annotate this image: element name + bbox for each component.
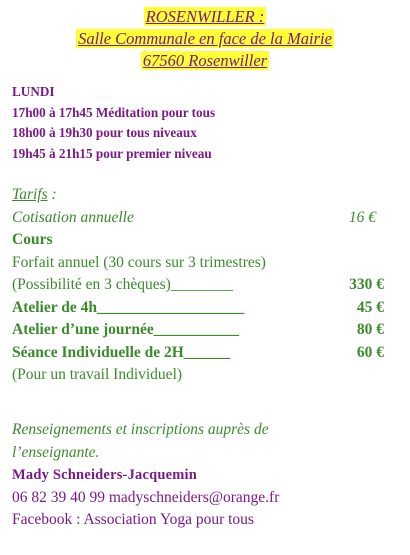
- atelier-4h-fill: ___________________: [96, 298, 245, 316]
- cotisation-price: 16 €: [348, 208, 376, 226]
- seance-note: (Pour un travail Individuel): [12, 366, 183, 383]
- tarifs-block: [12, 184, 396, 387]
- cotisation-row: [12, 207, 396, 230]
- info-line-2: l’enseignante.: [12, 443, 100, 461]
- atelier-journee-price: 80 €: [356, 321, 384, 338]
- cheques-price: 330 €: [349, 276, 384, 293]
- atelier-journee-label: Atelier d’une journée: [12, 321, 154, 338]
- forfait-line: Forfait annuel (30 cours sur 3 trimestres): [12, 253, 266, 271]
- phone-email: 06 82 39 40 99 madyschneiders@orange.fr: [12, 488, 280, 506]
- atelier-4h-row: [12, 297, 396, 320]
- tarifs-heading: Tarifs :: [12, 186, 57, 203]
- venue-name: Salle Communale en face de la Mairie: [78, 29, 332, 48]
- seance-price: 60 €: [356, 343, 384, 361]
- seance-label: Séance Individuelle de 2H: [12, 343, 184, 361]
- atelier-journee-row: [12, 319, 396, 342]
- schedule-slot: 18h00 à 19h30 pour tous niveaux: [12, 125, 197, 140]
- teacher-name: Mady Schneiders-Jacquemin: [12, 467, 198, 483]
- seance-fill: ______: [183, 343, 231, 361]
- contact-block: [12, 419, 396, 532]
- atelier-4h-label: Atelier de 4h: [12, 298, 97, 316]
- atelier-4h-price: 45 €: [356, 298, 384, 316]
- cotisation-label: Cotisation annuelle: [12, 208, 134, 226]
- schedule-slot: 17h00 à 17h45 Méditation pour tous: [12, 104, 216, 120]
- schedule-slot: 19h45 à 21h15 pour premier niveau: [12, 145, 212, 161]
- location-title: ROSENWILLER :: [145, 7, 265, 26]
- info-line-1: Renseignements et inscriptions auprès de: [12, 421, 269, 438]
- seance-row: [12, 342, 396, 365]
- cheques-row: [12, 274, 396, 297]
- schedule-block: [12, 82, 215, 164]
- location-header: [0, 6, 410, 72]
- facebook-line: Facebook : Association Yoga pour tous: [12, 511, 254, 528]
- atelier-journee-fill: ___________: [153, 321, 240, 338]
- cheques-label: (Possibilité en 3 chèques)________: [12, 276, 233, 293]
- cours-label: Cours: [12, 231, 53, 248]
- venue-address: 67560 Rosenwiller: [142, 51, 268, 70]
- schedule-day: LUNDI: [12, 84, 55, 99]
